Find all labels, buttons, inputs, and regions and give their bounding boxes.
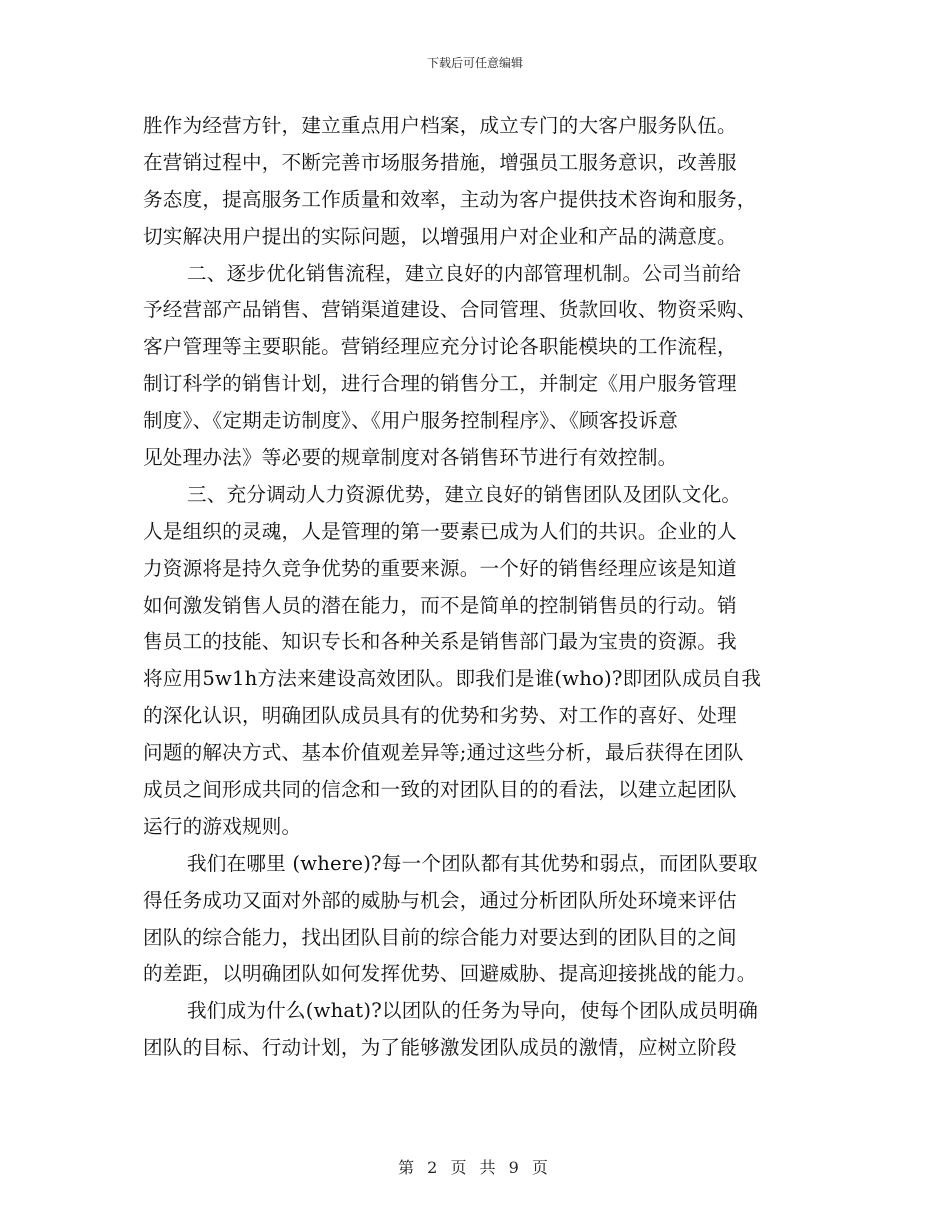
- text-line: 力资源将是持久竞争优势的重要来源。一个好的销售经理应该是知道: [143, 556, 737, 580]
- text-line: 见处理办法》等必要的规章制度对各销售环节进行有效控制。: [143, 446, 678, 470]
- text-line: 的差距，以明确团队如何发挥优势、回避威胁、提高迎接挑战的能力。: [143, 962, 757, 986]
- text-line: 二、逐步优化销售流程，建立良好的内部管理机制。公司当前给: [187, 261, 742, 285]
- page-number: 第 2 页 共 9 页: [398, 1158, 552, 1177]
- text-line: 团队的目标、行动计划，为了能够激发团队成员的激情，应树立阶段: [143, 1036, 737, 1060]
- document-body: [143, 108, 803, 1067]
- text-line: 我们在哪里 (where)?每一个团队都有其优势和弱点，而团队要取: [187, 851, 758, 875]
- text-line: 制度》、《定期走访制度》、《用户服务控制程序》、《顾客投诉意: [143, 409, 679, 433]
- text-line: 将应用5w1h方法来建设高效团队。即我们是谁(who)?即团队成员自我: [143, 667, 762, 691]
- text-line: 在营销过程中，不断完善市场服务措施，增强员工服务意识，改善服: [143, 150, 737, 174]
- text-line: 如何激发销售人员的潜在能力，而不是简单的控制销售员的行动。销: [143, 593, 737, 617]
- text-line: 切实解决用户提出的实际问题，以增强用户对企业和产品的满意度。: [143, 224, 737, 248]
- text-line: 我们成为什么(what)?以团队的任务为导向，使每个团队成员明确: [187, 999, 758, 1023]
- text-line: 三、充分调动人力资源优势，建立良好的销售团队及团队文化。: [187, 482, 742, 506]
- text-line: 予经营部产品销售、营销渠道建设、合同管理、货款回收、物资采购、: [143, 298, 757, 322]
- text-line: 问题的解决方式、基本价值观差异等;通过这些分析，最后获得在团队: [143, 741, 744, 765]
- text-line: 团队的综合能力，找出团队目前的综合能力对要达到的团队目的之间: [143, 925, 737, 949]
- page-header: 下载后可任意编辑: [426, 56, 523, 70]
- text-line: 售员工的技能、知识专长和各种关系是销售部门最为宝贵的资源。我: [143, 630, 737, 654]
- text-line: 务态度，提高服务工作质量和效率，主动为客户提供技术咨询和服务，: [143, 187, 757, 211]
- text-line: 得任务成功又面对外部的威胁与机会，通过分析团队所处环境来评估: [143, 888, 737, 912]
- text-line: 客户管理等主要职能。营销经理应充分讨论各职能模块的工作流程，: [143, 335, 737, 359]
- text-line: 胜作为经营方针，建立重点用户档案，成立专门的大客户服务队伍。: [143, 114, 737, 137]
- text-line: 人是组织的灵魂，人是管理的第一要素已成为人们的共识。企业的人: [143, 519, 737, 543]
- text-line: 制订科学的销售计划，进行合理的销售分工，并制定《用户服务管理: [143, 372, 737, 396]
- text-line: 成员之间形成共同的信念和一致的对团队目的的看法，以建立起团队: [143, 778, 737, 802]
- text-line: 的深化认识，明确团队成员具有的优势和劣势、对工作的喜好、处理: [143, 704, 737, 728]
- text-line: 运行的游戏规则。: [143, 814, 302, 838]
